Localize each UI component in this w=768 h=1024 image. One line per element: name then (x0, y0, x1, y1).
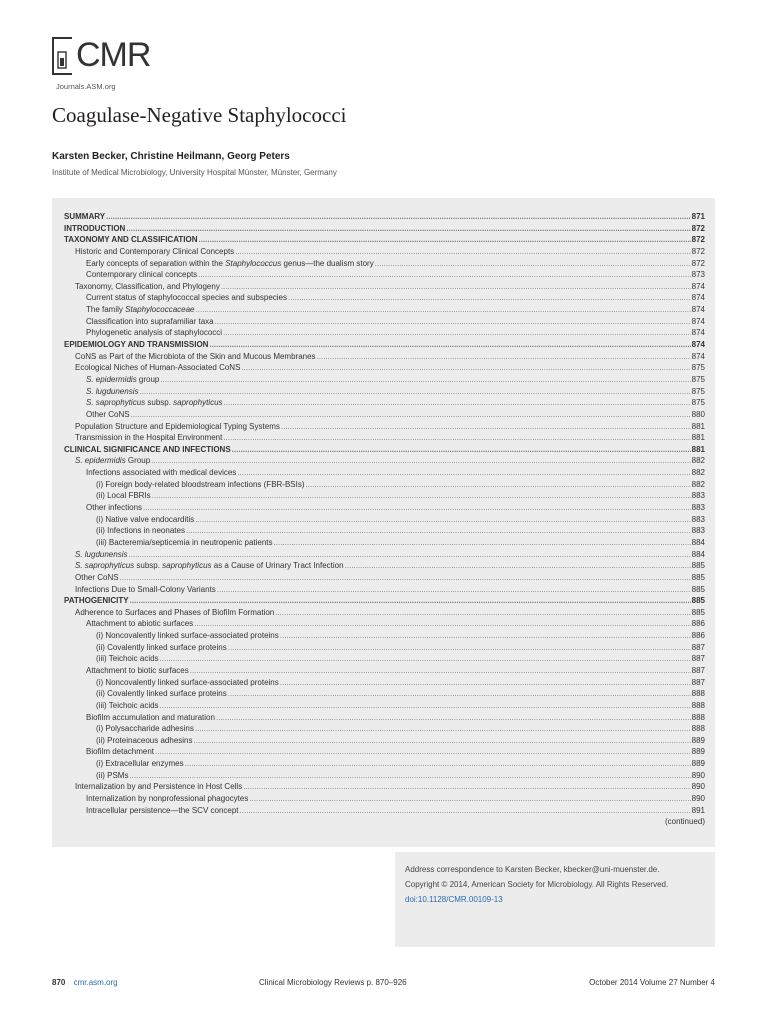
toc-entry[interactable] (64, 700, 705, 712)
toc-entry[interactable] (64, 234, 705, 246)
toc-entry[interactable] (64, 327, 705, 339)
toc-entry-page: 883 (691, 491, 705, 501)
toc-entry-page: 888 (691, 700, 705, 710)
toc-entry[interactable] (64, 397, 705, 409)
toc-entry-label: Taxonomy, Classification, and Phylogeny (75, 281, 220, 291)
toc-leader-dots (228, 688, 691, 700)
toc-entry-label: S. lugdunensis (86, 386, 139, 396)
toc-leader-dots (232, 444, 691, 456)
toc-entry-page: 874 (691, 305, 705, 315)
toc-entry-label: Biofilm detachment (86, 747, 155, 757)
toc-entry[interactable] (64, 432, 705, 444)
toc-leader-dots (106, 211, 691, 223)
toc-entry-page: 874 (691, 316, 705, 326)
toc-entry-label: Early concepts of separation within the Staphylococcus genus—the dualism story (86, 258, 374, 268)
toc-entry-page: 889 (691, 735, 705, 745)
toc-leader-dots (375, 258, 691, 270)
toc-entry[interactable] (64, 595, 705, 607)
toc-leader-dots (155, 746, 691, 758)
toc-entry[interactable] (64, 781, 705, 793)
toc-leader-dots (160, 374, 690, 386)
toc-entry-label: Phylogenetic analysis of staphylococci (86, 328, 223, 338)
page-number: 870 (52, 978, 66, 987)
toc-entry-page: 888 (691, 724, 705, 734)
toc-leader-dots (223, 432, 690, 444)
toc-entry[interactable] (64, 525, 705, 537)
toc-entry-page: 873 (691, 270, 705, 280)
toc-entry-label: CoNS as Part of the Microbiota of the Skin and Mucous Membranes (75, 351, 316, 361)
toc-leader-dots (209, 339, 690, 351)
toc-entry-page: 875 (691, 386, 705, 396)
toc-entry-label: Attachment to biotic surfaces (86, 665, 189, 675)
toc-leader-dots (130, 595, 691, 607)
toc-entry[interactable] (64, 665, 705, 677)
toc-entry-label: (i) Noncovalently linked surface-associated proteins (96, 677, 279, 687)
toc-leader-dots (129, 770, 690, 782)
toc-leader-dots (224, 397, 691, 409)
toc-entry[interactable] (64, 316, 705, 328)
toc-leader-dots (240, 805, 691, 817)
toc-leader-dots (280, 677, 691, 689)
toc-entry-page: 885 (691, 584, 705, 594)
toc-entry[interactable] (64, 607, 705, 619)
toc-leader-dots (139, 386, 690, 398)
toc-leader-dots (186, 525, 691, 537)
doi-link[interactable]: doi:10.1128/CMR.00109-13 (405, 895, 503, 904)
toc-entry-page: 890 (691, 770, 705, 780)
toc-leader-dots (198, 269, 690, 281)
toc-leader-dots (185, 758, 691, 770)
toc-entry[interactable] (64, 514, 705, 526)
toc-entry-page: 885 (691, 607, 705, 617)
toc-entry-label: (iii) Bacteremia/septicemia in neutropenic patients (96, 537, 273, 547)
toc-entry[interactable] (64, 805, 705, 817)
toc-entry-label: (ii) PSMs (96, 770, 129, 780)
toc-entry[interactable] (64, 292, 705, 304)
toc-entry-label: Other CoNS (75, 572, 119, 582)
toc-leader-dots (223, 327, 691, 339)
logo-flask-icon (56, 51, 68, 69)
toc-entry[interactable] (64, 560, 705, 572)
toc-entry-page: 881 (691, 421, 705, 431)
toc-entry-label: S. saprophyticus subsp. saprophyticus as a Cause of Urinary Tract Infection (75, 561, 344, 571)
toc-entry-label: S. saprophyticus subsp. saprophyticus (86, 398, 223, 408)
toc-entry[interactable] (64, 630, 705, 642)
toc-entry-page: 883 (691, 526, 705, 536)
toc-entry[interactable] (64, 677, 705, 689)
toc-entry-page: 890 (691, 794, 705, 804)
toc-leader-dots (237, 467, 690, 479)
toc-leader-dots (235, 246, 690, 258)
toc-entry-page: 871 (691, 212, 705, 221)
toc-entry-page: 872 (691, 223, 705, 233)
toc-entry-label: Infections associated with medical devices (86, 468, 237, 478)
toc-entry-label: Infections Due to Small-Colony Variants (75, 584, 216, 594)
logo-url: Journals.ASM.org (56, 82, 116, 91)
toc-entry[interactable] (64, 362, 705, 374)
toc-entry[interactable] (64, 490, 705, 502)
toc-leader-dots (160, 653, 691, 665)
toc-leader-dots (131, 409, 691, 421)
toc-leader-dots (317, 351, 691, 363)
toc-entry-page: 886 (691, 619, 705, 629)
toc-entry[interactable] (64, 584, 705, 596)
toc-entry[interactable] (64, 351, 705, 363)
toc-entry[interactable] (64, 572, 705, 584)
toc-entry-page: 874 (691, 293, 705, 303)
toc-entry-label: (ii) Covalently linked surface proteins (96, 642, 227, 652)
toc-entry-page: 885 (691, 596, 705, 606)
toc-entry[interactable] (64, 421, 705, 433)
toc-entry-page: 872 (691, 246, 705, 256)
toc-entry-page: 883 (691, 514, 705, 524)
toc-entry-page: 887 (691, 665, 705, 675)
toc-leader-dots (241, 362, 690, 374)
toc-leader-dots (275, 607, 690, 619)
toc-leader-dots (195, 514, 690, 526)
toc-leader-dots (160, 700, 691, 712)
toc-list (64, 211, 705, 816)
toc-entry-page: 887 (691, 677, 705, 687)
toc-leader-dots (196, 304, 691, 316)
toc-entry-page: 885 (691, 561, 705, 571)
copyright-notice: Copyright © 2014, American Society for Microbiology. All Rights Reserved. (405, 880, 669, 889)
toc-leader-dots (249, 793, 690, 805)
toc-entry-label: PATHOGENICITY (64, 596, 129, 606)
toc-leader-dots (143, 502, 691, 514)
toc-entry-label: Attachment to abiotic surfaces (86, 619, 194, 629)
toc-entry-page: 890 (691, 782, 705, 792)
toc-entry[interactable] (64, 281, 705, 293)
toc-entry[interactable] (64, 793, 705, 805)
toc-entry[interactable] (64, 467, 705, 479)
toc-entry-page: 881 (691, 433, 705, 443)
toc-entry-page: 875 (691, 363, 705, 373)
toc-entry-page: 880 (691, 409, 705, 419)
toc-entry-label: SUMMARY (64, 212, 106, 221)
toc-entry-page: 884 (691, 537, 705, 547)
toc-leader-dots (274, 537, 691, 549)
toc-entry[interactable] (64, 642, 705, 654)
footer-journal: Clinical Microbiology Reviews p. 870–926 (259, 978, 407, 987)
toc-entry[interactable] (64, 246, 705, 258)
toc-leader-dots (194, 735, 691, 747)
toc-entry-label: (i) Foreign body-related bloodstream infections (FBR-BSIs) (96, 479, 305, 489)
toc-entry[interactable] (64, 479, 705, 491)
toc-entry-page: 875 (691, 374, 705, 384)
toc-entry[interactable] (64, 258, 705, 270)
toc-leader-dots (243, 781, 690, 793)
toc-entry-label: EPIDEMIOLOGY AND TRANSMISSION (64, 340, 209, 350)
toc-entry-label: Biofilm accumulation and maturation (86, 712, 215, 722)
toc-entry-label: (ii) Proteinaceous adhesins (96, 735, 193, 745)
toc-entry-page: 875 (691, 398, 705, 408)
toc-leader-dots (280, 630, 691, 642)
toc-continued: (continued) (664, 817, 705, 827)
toc-leader-dots (151, 455, 690, 467)
toc-entry-page: 874 (691, 340, 705, 350)
toc-entry[interactable] (64, 618, 705, 630)
toc-entry-page: 885 (691, 572, 705, 582)
toc-entry[interactable] (64, 712, 705, 724)
footer-issue: October 2014 Volume 27 Number 4 (589, 978, 715, 987)
toc-entry-label: Contemporary clinical concepts (86, 270, 198, 280)
toc-entry[interactable] (64, 549, 705, 561)
toc-leader-dots (198, 234, 690, 246)
toc-entry-page: 888 (691, 689, 705, 699)
toc-entry-page: 872 (691, 235, 705, 245)
toc-entry-label: Internalization by and Persistence in Host Cells (75, 782, 243, 792)
toc-entry-page: 889 (691, 747, 705, 757)
toc-entry-label: Transmission in the Hospital Environment (75, 433, 223, 443)
toc-entry-label: (i) Native valve endocarditis (96, 514, 195, 524)
toc-entry[interactable] (64, 746, 705, 758)
toc-entry-label: TAXONOMY AND CLASSIFICATION (64, 235, 198, 245)
toc-entry-page: 887 (691, 642, 705, 652)
toc-entry-label: (i) Noncovalently linked surface-associated proteins (96, 631, 279, 641)
toc-entry-page: 874 (691, 281, 705, 291)
toc-entry-label: (iii) Teichoic acids (96, 700, 159, 710)
toc-entry[interactable] (64, 269, 705, 281)
toc-leader-dots (281, 421, 691, 433)
toc-entry-page: 882 (691, 468, 705, 478)
toc-entry-label: S. lugdunensis (75, 549, 128, 559)
toc-entry-page: 887 (691, 654, 705, 664)
toc-entry-label: (ii) Local FBRIs (96, 491, 151, 501)
toc-entry-label: Historic and Contemporary Clinical Concepts (75, 246, 235, 256)
toc-entry-label: S. epidermidis group (86, 374, 160, 384)
table-of-contents (52, 198, 715, 847)
journal-logo (52, 36, 151, 91)
toc-entry[interactable] (64, 339, 705, 351)
toc-entry-label: Adherence to Surfaces and Phases of Biofilm Formation (75, 607, 275, 617)
article-title: Coagulase-Negative Staphylococci (52, 103, 347, 127)
toc-entry-label: (ii) Infections in neonates (96, 526, 185, 536)
toc-leader-dots (152, 490, 691, 502)
toc-leader-dots (126, 223, 690, 235)
toc-entry-label: (ii) Covalently linked surface proteins (96, 689, 227, 699)
toc-entry-page: 883 (691, 503, 705, 513)
article-authors: Karsten Becker, Christine Heilmann, Georg Peters (52, 151, 290, 162)
toc-entry[interactable] (64, 537, 705, 549)
toc-leader-dots (195, 723, 691, 735)
toc-entry-label: Current status of staphylococcal species and subspecies (86, 293, 287, 303)
toc-entry-label: Other CoNS (86, 409, 130, 419)
toc-leader-dots (345, 560, 691, 572)
toc-entry-page: 881 (691, 444, 705, 454)
toc-entry-label: INTRODUCTION (64, 223, 126, 233)
toc-entry[interactable] (64, 653, 705, 665)
toc-entry[interactable] (64, 223, 705, 235)
correspondence-address: Address correspondence to Karsten Becker, kbecker@uni-muenster.de. (405, 865, 660, 874)
toc-entry-page: 882 (691, 479, 705, 489)
toc-entry-page: 874 (691, 328, 705, 338)
toc-entry[interactable] (64, 211, 705, 223)
toc-entry[interactable] (64, 444, 705, 456)
toc-entry-page: 891 (691, 805, 705, 815)
toc-entry-page: 888 (691, 712, 705, 722)
toc-leader-dots (306, 479, 691, 491)
toc-leader-dots (288, 292, 691, 304)
logo-text: CMR (76, 36, 151, 74)
toc-entry-page: 882 (691, 456, 705, 466)
toc-leader-dots (221, 281, 691, 293)
toc-leader-dots (190, 665, 691, 677)
toc-entry-page: 886 (691, 631, 705, 641)
toc-entry[interactable] (64, 723, 705, 735)
toc-entry[interactable] (64, 455, 705, 467)
toc-entry-page: 884 (691, 549, 705, 559)
toc-entry-label: S. epidermidis Group (75, 456, 151, 466)
author-affiliation: Institute of Medical Microbiology, University Hospital Münster, Münster, Germany (52, 168, 337, 177)
toc-leader-dots (128, 549, 690, 561)
toc-entry[interactable] (64, 758, 705, 770)
toc-entry-label: (i) Polysaccharide adhesins (96, 724, 194, 734)
footer-left (52, 978, 118, 987)
toc-leader-dots (215, 316, 691, 328)
toc-entry[interactable] (64, 374, 705, 386)
toc-entry[interactable] (64, 386, 705, 398)
toc-leader-dots (217, 584, 691, 596)
toc-entry-label: Population Structure and Epidemiological Typing Systems (75, 421, 280, 431)
toc-entry[interactable] (64, 304, 705, 316)
toc-entry[interactable] (64, 409, 705, 421)
toc-leader-dots (194, 618, 690, 630)
toc-entry-page: 889 (691, 759, 705, 769)
toc-entry-page: 874 (691, 351, 705, 361)
toc-entry-label: Intracellular persistence—the SCV concept (86, 805, 239, 815)
toc-entry-page: 872 (691, 258, 705, 268)
toc-entry[interactable] (64, 735, 705, 747)
toc-entry-label: Internalization by nonprofessional phagocytes (86, 794, 249, 804)
toc-entry-label: Ecological Niches of Human-Associated CoNS (75, 363, 241, 373)
toc-entry[interactable] (64, 502, 705, 514)
toc-entry[interactable] (64, 770, 705, 782)
site-link[interactable]: cmr.asm.org (73, 978, 118, 987)
toc-entry-label: CLINICAL SIGNIFICANCE AND INFECTIONS (64, 444, 231, 454)
toc-entry-label: (iii) Teichoic acids (96, 654, 159, 664)
toc-entry-label: Classification into suprafamiliar taxa (86, 316, 214, 326)
toc-leader-dots (228, 642, 691, 654)
toc-entry-label: Other infections (86, 503, 143, 513)
correspondence-box (395, 852, 715, 947)
toc-entry[interactable] (64, 688, 705, 700)
toc-entry-label: The family Staphylococcaceae (86, 305, 195, 315)
toc-leader-dots (120, 572, 691, 584)
toc-leader-dots (216, 712, 691, 724)
toc-entry-label: (i) Extracellular enzymes (96, 759, 184, 769)
